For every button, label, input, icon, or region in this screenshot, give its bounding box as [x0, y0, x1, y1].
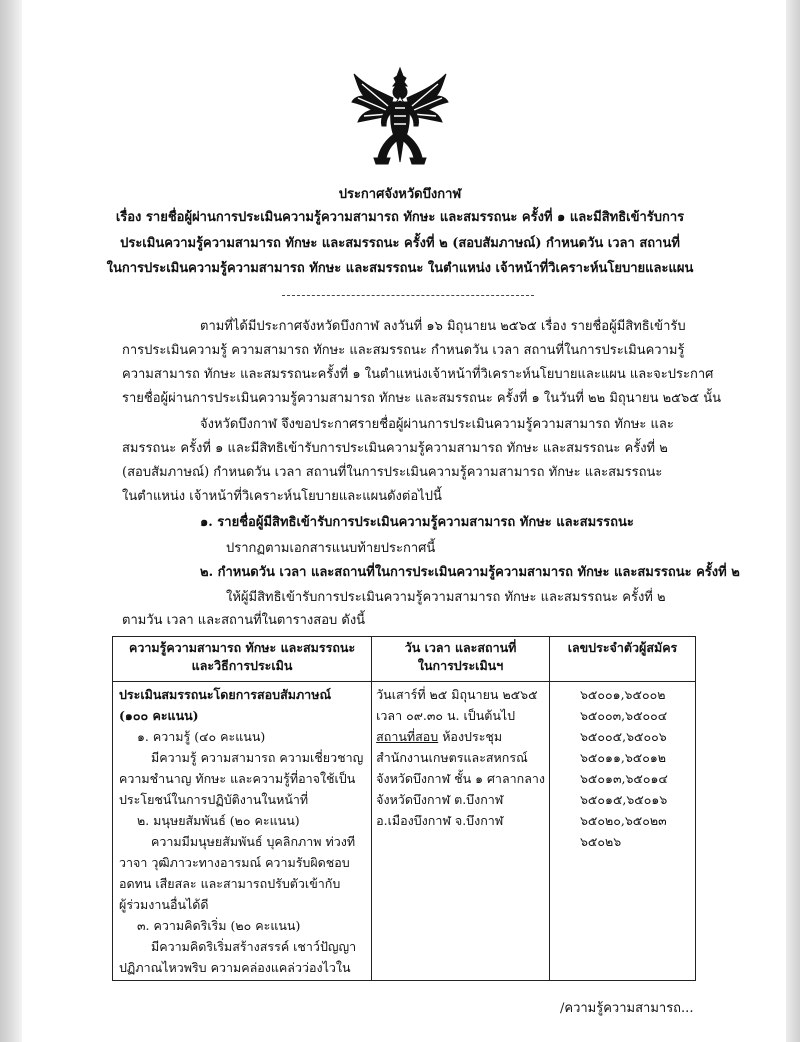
assessment-total-score: (๑๐๐ คะแนน)	[119, 708, 199, 723]
applicant-id-pair: ๖๕๐๐๑,๖๕๐๐๒	[579, 687, 666, 702]
criterion-text: ความมีมนุษยสัมพันธ์ บุคลิกภาพ ท่วงที	[151, 834, 356, 849]
table-row	[113, 682, 696, 981]
garuda-emblem-icon	[350, 66, 450, 170]
criterion-human-relations: ๒. มนุษยสัมพันธ์ (๒๐ คะแนน)	[137, 813, 300, 828]
exam-place-text: สำนักงานเกษตรและสหกรณ์	[376, 750, 528, 765]
assessment-title: ประเมินสมรรถนะโดยการสอบสัมภาษณ์	[119, 687, 332, 702]
exam-place-text: อ.เมืองบึงกาฬ จ.บึงกาฬ	[376, 813, 504, 828]
applicant-id-pair: ๖๕๐๒๐,๖๕๐๒๓	[579, 813, 667, 828]
criterion-text: ความชำนาญ ทักษะ และความรู้ที่อาจใช้เป็น	[119, 771, 356, 786]
section-2-heading: ๒. กำหนดวัน เวลา และสถานที่ในการประเมินความรู้ความสามารถ ทักษะ และสมรรถนะ ครั้งที่ ๒	[200, 565, 740, 580]
continuation-marker: /ความรู้ความสามารถ...	[560, 1001, 694, 1016]
announce-line-4: ในตำแหน่ง เจ้าหน้าที่วิเคราะห์นโยบายและแผนดังต่อไปนี้	[122, 489, 442, 504]
section-2-line-1: ให้ผู้มีสิทธิเข้ารับการประเมินความรู้ความสามารถ ทักษะ และสมรรถนะ ครั้งที่ ๒	[226, 590, 666, 605]
exam-date: วันเสาร์ที่ ๒๕ มิถุนายน ๒๕๖๕	[376, 687, 538, 702]
applicant-id-pair: ๖๕๐๑๑,๖๕๐๑๒	[579, 750, 667, 765]
announcement-title-line-2: ประเมินความรู้ความสามารถ ทักษะ และสมรรถนะ ครั้งที่ ๒ (สอบสัมภาษณ์) กำหนดวัน เวลา สถานที่	[120, 236, 680, 251]
criterion-text: มีความรู้ ความสามารถ ความเชี่ยวชาญ	[151, 750, 364, 765]
scan-right-edge	[786, 0, 800, 1042]
announcement-agency: ประกาศจังหวัดบึงกาฬ	[338, 187, 462, 202]
exam-place-line	[376, 726, 545, 747]
announce-line-1: จังหวัดบึงกาฬ จึงขอประกาศรายชื่อผู้ผ่านการประเมินความรู้ความสามารถ ทักษะ และ	[200, 417, 674, 432]
announcement-title-line-3: ในการประเมินความรู้ความสามารถ ทักษะ และสมรรถนะ ในตำแหน่ง เจ้าหน้าที่วิเคราะห์นโยบายและแผน	[106, 261, 694, 276]
header-text: วัน เวลา และสถานที่	[404, 640, 517, 655]
section-2-line-2: ตามวัน เวลา และสถานที่ในตารางสอบ ดังนี้	[122, 613, 366, 628]
criterion-text: มีความคิดริเริ่มสร้างสรรค์ เชาว์ปัญญา	[151, 939, 357, 954]
schedule-cell	[372, 682, 550, 981]
table-header-row	[113, 637, 696, 682]
criterion-text: ผู้ร่วมงานอื่นได้ดี	[119, 897, 209, 912]
section-1-heading: ๑. รายชื่อผู้มีสิทธิเข้ารับการประเมินความรู้ความสามารถ ทักษะ และสมรรถนะ	[200, 515, 634, 530]
criterion-text: ปฏิภาณไหวพริบ ความคล่องแคล่วว่องไวใน	[119, 960, 351, 975]
criterion-text: ประโยชน์ในการปฏิบัติงานในหน้าที่	[119, 792, 309, 807]
intro-line-1: ตามที่ได้มีประกาศจังหวัดบึงกาฬ ลงวันที่ ๑๖ มิถุนายน ๒๕๖๕ เรื่อง รายชื่อผู้มีสิทธิเข้ารับ	[200, 319, 686, 334]
exam-place-label: สถานที่สอบ	[376, 729, 439, 744]
criterion-knowledge: ๑. ความรู้ (๔๐ คะแนน)	[137, 729, 266, 744]
criterion-text: วาจา วุฒิภาวะทางอารมณ์ ความรับผิดชอบ	[119, 855, 350, 870]
header-text: ความรู้ความสามารถ ทักษะ และสมรรถนะ	[128, 640, 356, 655]
table-header-schedule	[372, 637, 550, 682]
intro-line-4: รายชื่อผู้ผ่านการประเมินความรู้ความสามารถ ทักษะ และสมรรถนะ ครั้งที่ ๑ ในวันที่ ๒๒ มิถุนายน ๒๕๖๕ นั้น	[122, 391, 721, 406]
criterion-initiative: ๓. ความคิดริเริ่ม (๒๐ คะแนน)	[137, 918, 301, 933]
section-1-text: ปรากฏตามเอกสารแนบท้ายประกาศนี้	[226, 541, 436, 556]
announce-line-2: สมรรถนะ ครั้งที่ ๑ และมีสิทธิเข้ารับการประเมินความรู้ความสามารถ ทักษะ และสมรรถนะ ครั้งที่ ๒	[122, 441, 668, 456]
title-separator	[282, 295, 534, 296]
exam-schedule-table	[112, 636, 696, 981]
intro-line-2: การประเมินความรู้ ความสามารถ ทักษะ และสมรรถนะ กำหนดวัน เวลา สถานที่ในการประเมินความรู้	[122, 343, 685, 358]
header-text: ในการประเมินฯ	[417, 658, 504, 673]
assessment-cell	[113, 682, 372, 981]
applicant-id-pair: ๖๕๐๐๕,๖๕๐๐๖	[579, 729, 667, 744]
scan-left-edge	[0, 0, 22, 1042]
applicant-id-pair: ๖๕๐๐๓,๖๕๐๐๔	[579, 708, 668, 723]
header-text: เลขประจำตัวผู้สมัคร	[567, 640, 678, 655]
applicant-id-pair: ๖๕๐๑๕,๖๕๐๑๖	[579, 792, 668, 807]
header-text: และวิธีการประเมิน	[191, 658, 293, 673]
exam-place-text: จังหวัดบึงกาฬ ชั้น ๑ ศาลากลาง	[376, 771, 545, 786]
criterion-text: อดทน เสียสละ และสามารถปรับตัวเข้ากับ	[119, 876, 341, 891]
table-header-applicant-ids	[549, 637, 695, 682]
exam-place-room: ห้องประชุม	[438, 729, 503, 744]
table-header-assessment	[113, 637, 372, 682]
applicant-ids-cell	[549, 682, 695, 981]
announcement-title-line-1: เรื่อง รายชื่อผู้ผ่านการประเมินความรู้ความสามารถ ทักษะ และสมรรถนะ ครั้งที่ ๑ และมีสิทธิเข้ารับการ	[115, 210, 685, 225]
applicant-id-pair: ๖๕๐๑๓,๖๕๐๑๔	[579, 771, 668, 786]
intro-line-3: ความสามารถ ทักษะ และสมรรถนะครั้งที่ ๑ ในตำแหน่งเจ้าหน้าที่วิเคราะห์นโยบายและแผน และจะประกาศ	[122, 367, 714, 382]
announce-line-3: (สอบสัมภาษณ์) กำหนดวัน เวลา สถานที่ในการประเมินความรู้ความสามารถ ทักษะ และสมรรถนะ	[122, 465, 663, 480]
exam-place-text: จังหวัดบึงกาฬ ต.บึงกาฬ	[376, 792, 504, 807]
applicant-id-single: ๖๕๐๒๖	[579, 834, 622, 849]
exam-time: เวลา ๐๙.๓๐ น. เป็นต้นไป	[376, 708, 516, 723]
